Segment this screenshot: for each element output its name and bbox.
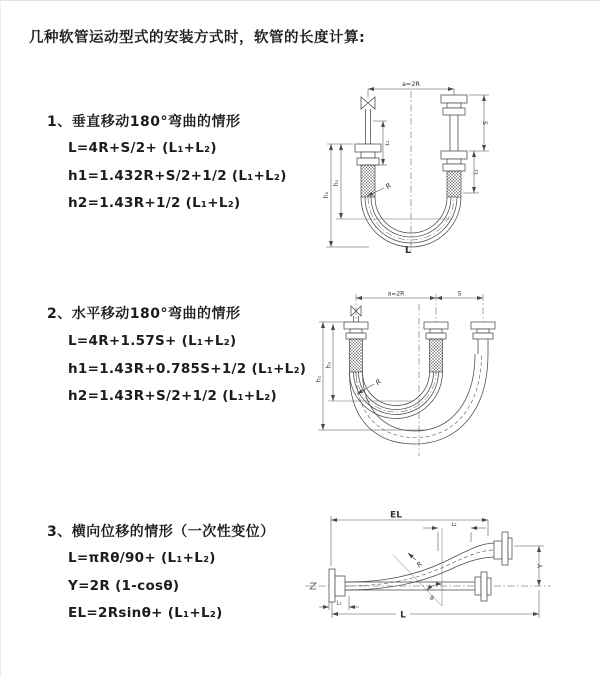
- svg-text:L₂: L₂: [451, 522, 457, 528]
- dim-l2: [474, 151, 480, 193]
- svg-text:h₁: h₁: [325, 361, 333, 369]
- formula-h1-1: h1=1.432R+S/2+1/2 (L₁+L₂): [68, 168, 287, 184]
- shifted-hose-end: [471, 322, 495, 354]
- formula-Y-3: Y=2R (1-cosθ): [68, 578, 180, 594]
- formula-L-1: L=4R+S/2+ (L₁+L₂): [68, 140, 217, 156]
- braid-section: [350, 339, 363, 372]
- left-hose-end: [355, 109, 381, 197]
- svg-text:L₁: L₁: [336, 600, 342, 607]
- dim-h1: [326, 324, 413, 401]
- label-L: L: [404, 245, 412, 256]
- section-1-heading: 1、垂直移动180°弯曲的情形: [47, 114, 241, 130]
- svg-text:EL: EL: [390, 510, 402, 521]
- svg-text:L: L: [400, 610, 406, 621]
- formula-h2-1: h2=1.43R+1/2 (L₁+L₂): [68, 195, 241, 211]
- dim-h1: [333, 144, 451, 219]
- left-hose-end: [329, 569, 345, 602]
- left-hose-end: [344, 316, 368, 372]
- svg-text:h₂: h₂: [315, 375, 323, 383]
- label-theta: θ: [430, 595, 434, 602]
- dim-h2: [316, 322, 428, 430]
- formula-L-3: L=πRθ/90+ (L₁+L₂): [68, 550, 216, 566]
- braid-section: [447, 171, 461, 197]
- svg-text:h₂: h₂: [323, 191, 330, 199]
- lateral-displacement-diagram: [299, 506, 571, 648]
- horizontal-180-bend-diagram: [307, 284, 543, 464]
- page-title: 几种软管运动型式的安装方式时，软管的长度计算:: [29, 30, 366, 46]
- middle-hose-end: [424, 322, 448, 372]
- dim-l1: [319, 596, 359, 610]
- dim-y: [514, 546, 545, 586]
- formula-L-2: L=4R+1.57S+ (L₁+L₂): [68, 333, 237, 349]
- svg-text:R: R: [384, 181, 393, 191]
- section-3-heading: 3、横向位移的情形（一次性变位）: [47, 524, 275, 540]
- svg-text:a=2R: a=2R: [387, 290, 405, 298]
- formula-EL-3: EL=2Rsinθ+ (L₁+L₂): [68, 605, 223, 621]
- vertical-180-bend-diagram: [311, 67, 523, 259]
- svg-text:R: R: [374, 377, 383, 387]
- valve-icon: [361, 97, 375, 109]
- dim-l: [332, 590, 539, 621]
- section-2-heading: 2、水平移动180°弯曲的情形: [47, 306, 241, 322]
- dim-s: [463, 95, 490, 193]
- formula-h2-2: h2=1.43R+S/2+1/2 (L₁+L₂): [68, 388, 277, 404]
- svg-text:L₂: L₂: [473, 169, 480, 175]
- svg-text:h₁: h₁: [333, 179, 340, 187]
- formula-h1-2: h1=1.43R+0.785S+1/2 (L₁+L₂): [68, 361, 307, 377]
- svg-text:S: S: [482, 121, 490, 125]
- right-hose-end: [441, 95, 467, 197]
- hose-u-bend-initial: [350, 372, 443, 419]
- dim-a2r: [356, 291, 483, 323]
- svg-text:a=2R: a=2R: [401, 80, 421, 88]
- braid-section: [430, 339, 443, 372]
- svg-text:L₁: L₁: [385, 140, 391, 146]
- svg-text:S: S: [457, 290, 462, 298]
- svg-text:Y: Y: [536, 563, 545, 569]
- svg-text:R: R: [415, 560, 424, 569]
- braid-section: [361, 165, 375, 197]
- dim-s: [436, 291, 483, 299]
- radius-callout: [408, 553, 424, 569]
